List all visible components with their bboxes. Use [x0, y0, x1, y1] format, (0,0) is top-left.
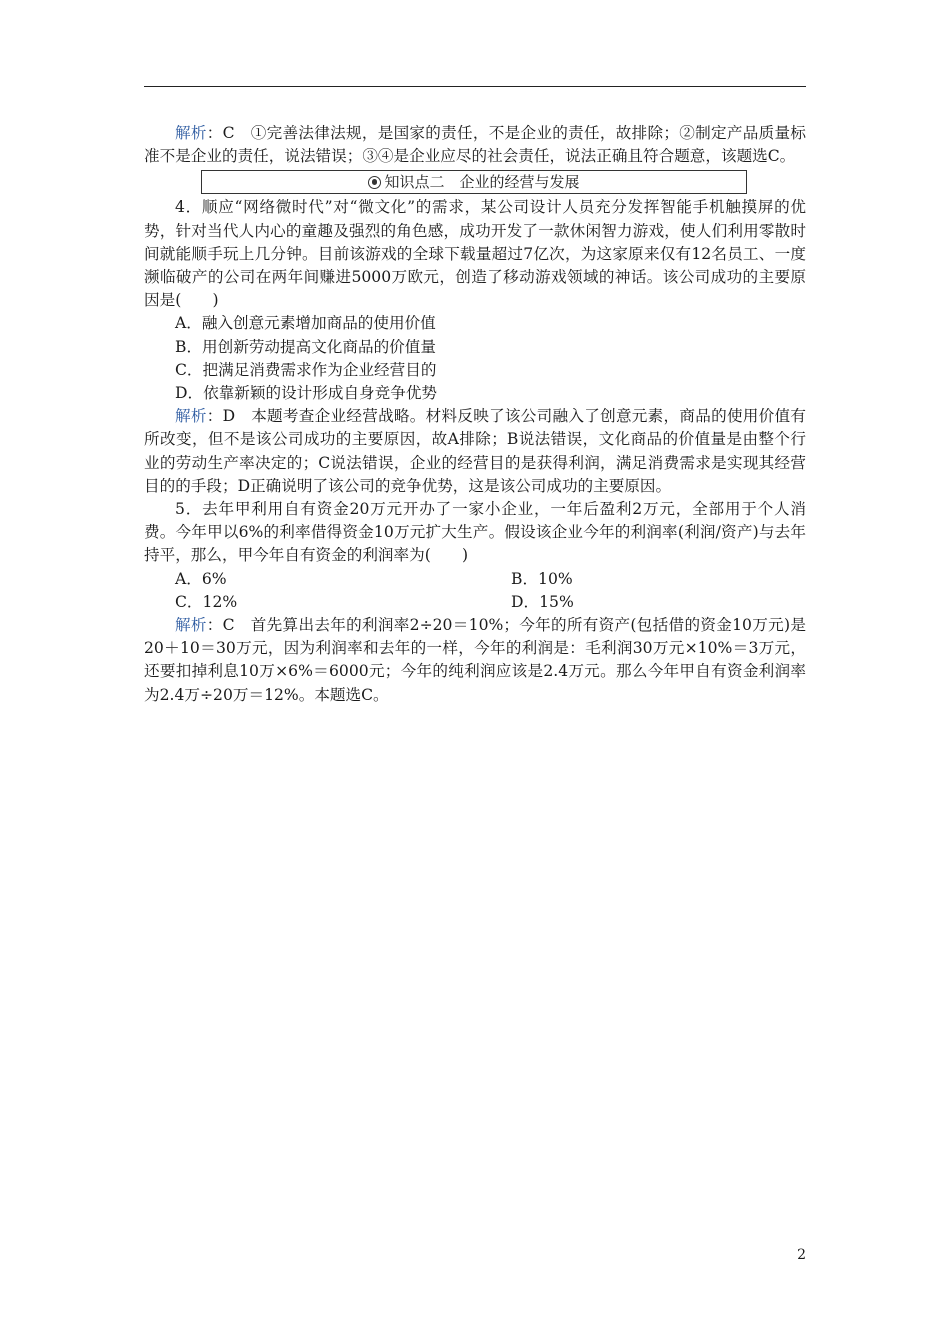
q5-stem: 5．去年甲利用自有资金20万元开办了一家小企业，一年后盈利2万元，全部用于个人消费。今年甲以6%的利率借得资金10万元扩大生产。假设该企业今年的利润率(利润/资产)与去年持平，那么，甲今年自有资金的利润率为( )	[144, 500, 806, 565]
page-number: 2	[797, 1247, 806, 1263]
q4-option-a: A．融入创意元素增加商品的使用价值	[175, 314, 436, 333]
q5-options-row-1	[144, 568, 806, 591]
header-rule	[144, 86, 806, 87]
q5-option-d: D．15%	[511, 592, 574, 611]
q4-analysis	[144, 405, 806, 498]
analysis-label: 解析	[175, 407, 207, 426]
q4-stem: 4．顺应“网络微时代”对“微文化”的需求，某公司设计人员充分发挥智能手机触摸屏的优势，针对当代人内心的童趣及强烈的角色感，成功开发了一款休闲智力游戏，使人们利用零散时间就能顺手玩上几分钟。目前该游戏的全球下载量超过7亿次，为这家原来仅有12名员工、一度濒临破产的公司在两年间赚进5000万欧元，创造了移动游戏领域的神话。该公司成功的主要原因是( )	[144, 198, 806, 310]
page-content	[144, 122, 806, 707]
q4-option-b: B．用创新劳动提高文化商品的价值量	[175, 337, 436, 356]
analysis-label: 解析	[175, 616, 207, 635]
analysis-text: ：C 首先算出去年的利润率2÷20＝10%；今年的所有资产(包括借的资金10万元)是20＋10＝30万元，因为利润率和去年的一样，今年的利润是：毛利润30万元×10%＝3万元，还要扣掉利息10万×6%＝6000元；今年的纯利润应该是2.4万元。那么今年甲自有资金利润率为2.4万÷20万＝12%。本题选C。	[144, 616, 806, 704]
q5-options-row-2	[144, 591, 806, 614]
analysis-label: 解析	[175, 124, 207, 142]
section-title: 知识点二 企业的经营与发展	[384, 173, 580, 192]
q4-option-d: D．依靠新颖的设计形成自身竞争优势	[175, 384, 438, 403]
q5-analysis	[144, 614, 806, 707]
section-heading-box	[201, 170, 747, 194]
analysis-text: ：C ①完善法律法规，是国家的责任，不是企业的责任，故排除；②制定产品质量标准不是企业的责任，说法错误；③④是企业应尽的社会责任，说法正确且符合题意，该题选C。	[144, 124, 806, 166]
q5-option-c: C．12%	[175, 592, 238, 611]
q4-option-c: C．把满足消费需求作为企业经营目的	[175, 360, 437, 379]
target-icon	[368, 176, 381, 189]
q5-option-a: A．6%	[175, 569, 227, 588]
q5-option-b: B．10%	[511, 569, 573, 588]
analysis-text: ：D 本题考查企业经营战略。材料反映了该公司融入了创意元素，商品的使用价值有所改变，但不是该公司成功的主要原因，故A排除；B说法错误，文化商品的价值量是由整个行业的劳动生产率决定的；C说法错误，企业的经营目的是获得利润，满足消费需求是实现其经营目的的手段；D正确说明了该公司的竞争优势，这是该公司成功的主要原因。	[144, 407, 806, 495]
q3-analysis	[144, 122, 806, 168]
